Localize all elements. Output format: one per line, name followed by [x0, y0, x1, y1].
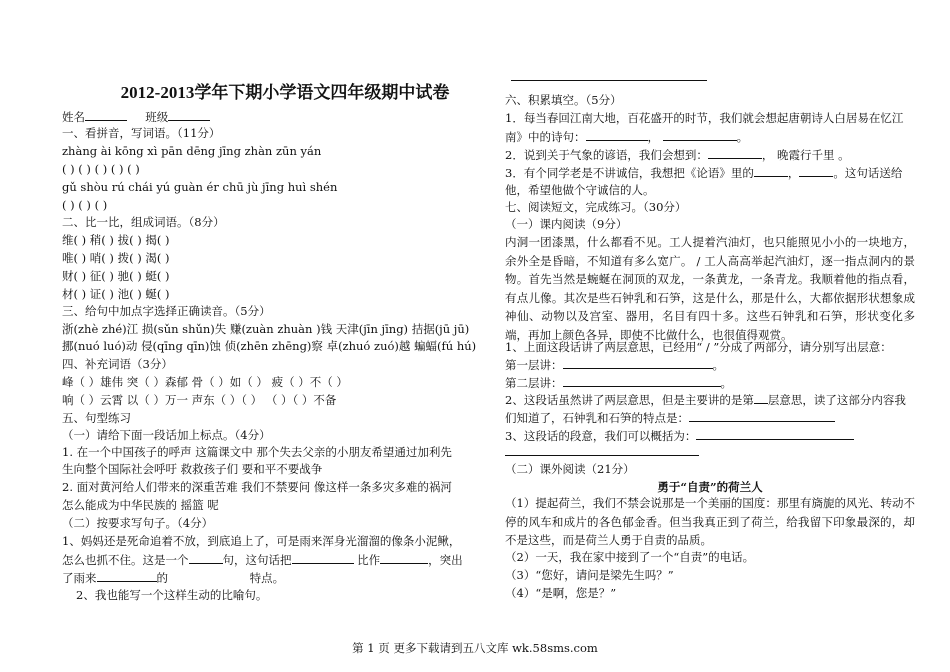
text-segment: 句，这句话把: [222, 553, 292, 567]
text-segment: 2、这段话虽然讲了两层意思，但是主要讲的是第: [505, 393, 754, 407]
student-info-line: [62, 108, 210, 125]
answer-blank[interactable]: [799, 164, 833, 177]
answer-line[interactable]: [505, 455, 699, 456]
name-blank[interactable]: [85, 108, 127, 121]
text-segment: 比作: [357, 553, 381, 567]
idiom-row-2[interactable]: 响（ ）云霄 以（ ）万一 声东（ ）（ ） （ ）（ ）不备: [62, 393, 337, 407]
class-blank[interactable]: [168, 108, 210, 121]
reading-q1: 1、上面这段话讲了两层意思，已经用“ / ”分成了两部分，请分别写出层意：: [505, 340, 892, 354]
text-segment: 2．说到关于气象的谚语，我们会想到：: [505, 148, 708, 162]
compare-row[interactable]: 维( ) 稍( ) 拔( ) 揭( ): [62, 233, 170, 247]
answer-row-2[interactable]: ( ) ( ) ( ): [62, 198, 108, 212]
text-segment: ， 晚霞行千里 。: [761, 148, 850, 162]
answer-blank[interactable]: [754, 391, 768, 404]
text-segment: 。: [712, 358, 724, 372]
text-segment: 层意思，读了这部分内容我: [767, 393, 906, 407]
pinyin-row-2: gǔ shòu rú chái yú guàn ér chū jù jīng huì shén: [62, 180, 338, 194]
punctuation-q2-line-2: 怎么能成为中华民族的 摇篮 呢: [62, 498, 219, 512]
section-5-sub-2: （二）按要求写句子。（4分）: [62, 516, 214, 530]
article-paragraph-3: （3）“您好，请问是梁先生吗？”: [505, 568, 674, 582]
class-label: 班级: [145, 110, 169, 124]
section-5-sub-1: （一）请给下面一段话加上标点。（4分）: [62, 428, 271, 442]
reading-q1-layer-2: [505, 374, 732, 391]
answer-blank[interactable]: [696, 427, 854, 440]
section-7-sub-2: （二）课外阅读（21分）: [505, 462, 635, 476]
answer-blank[interactable]: [586, 128, 648, 141]
text-segment: ，: [647, 130, 659, 144]
sentence-q2: 2、我也能写一个这样生动的比喻句。: [76, 588, 268, 602]
text-segment: 的: [156, 571, 168, 585]
fill-q1-line-2: [505, 128, 748, 145]
section-2-heading: 二、比一比，组成词语。（8分）: [62, 215, 225, 229]
reading-q2-line-2: [505, 409, 835, 426]
text-segment: 第一层讲：: [505, 358, 563, 372]
article-title: 勇于“自责”的荷兰人: [657, 480, 763, 494]
fill-q3-line-2: 他，希望他做个守诚信的人。: [505, 183, 655, 197]
reading-q2-line-1: [505, 391, 906, 408]
sentence-q1-line-2: [62, 551, 463, 568]
text-segment: 特点。: [249, 571, 285, 585]
text-segment: 。: [720, 376, 732, 390]
text-segment: ，: [787, 166, 800, 180]
fill-q1-line-1: 1．每当春回江南大地，百花盛开的时节，我们就会想起唐朝诗人白居易在忆江: [505, 111, 904, 125]
answer-blank[interactable]: [97, 569, 157, 582]
continuation-answer-line[interactable]: [511, 80, 707, 81]
section-7-heading: 七、阅读短文，完成练习。（30分）: [505, 200, 687, 214]
fill-q2: [505, 146, 850, 163]
text-segment: 3、这段话的段意，我们可以概括为：: [505, 429, 697, 443]
answer-row-1[interactable]: ( ) ( ) ( ) ( ) ( ): [62, 162, 140, 176]
compare-row[interactable]: 材( ) 证( ) 池( ) 蜒( ): [62, 287, 170, 301]
section-3-heading: 三、给句中加点字选择正确读音。（5分）: [62, 304, 271, 318]
section-4-heading: 四、补充词语（3分）: [62, 357, 173, 371]
answer-blank[interactable]: [754, 164, 788, 177]
pronunciation-row-1[interactable]: 浙(zhè zhé)江 损(sǔn shǔn)失 赚(zuàn zhuàn )钱 天津(jīn jīng) 拮据(jū jū): [62, 322, 470, 336]
punctuation-q1-line-1: 1. 在一个中国孩子的呼声 这篇课文中 那个失去父亲的小朋友希望通过加利先: [62, 445, 452, 459]
text-segment: 了雨来: [62, 571, 97, 585]
article-paragraph-1: （1）提起荷兰，我们不禁会说那是一个美丽的国度：那里有旖旎的风光、转动不停的风车和成片的各色郁金香。但当我真正到了荷兰，给我留下印象最深的，却不是这些，而是荷兰人勇于自责的品质。: [505, 496, 915, 547]
reading-passage: 内洞一团漆黑，什么都看不见。工人提着汽油灯，也只能照见小小的一块地方，余外全是昏暗，不知道有多么宽广。 / 工人高高举起汽油灯，逐一指点洞内的景物。首先当然是蜿蜒在洞顶的双龙，一条黄龙，一条青龙。我顺着他的指点看，有点儿像。其次是些石钟乳和石笋，这是什么，那是什么，大都依据形状想象成神仙、动物以及宫室、器用，名目有四十多。这些石钟乳和石笋，形状变化多端，再加上颜色各异，即使不比做什么，也很值得观赏。: [505, 235, 915, 342]
fill-q3-line-1: [505, 164, 902, 181]
answer-blank[interactable]: [563, 356, 713, 369]
name-label: 姓名: [62, 110, 85, 124]
sentence-q1-line-3: [62, 569, 284, 586]
idiom-row-1[interactable]: 峰（ ）雄伟 突（ ）森郁 骨（ ）如（ ） 疲（ ）不（ ）: [62, 375, 348, 389]
punctuation-q1-line-2: 生向整个国际社会呼吁 救救孩子们 要和平不要战争: [62, 462, 323, 476]
text-segment: ，突出: [428, 553, 463, 567]
section-1-heading: 一、看拼音，写词语。（11分）: [62, 126, 221, 140]
reading-q1-layer-1: [505, 356, 724, 373]
compare-row[interactable]: 财( ) 征( ) 驰( ) 蜓( ): [62, 269, 170, 283]
article-paragraph-2: （2）一天，我在家中接到了一个“自责”的电话。: [505, 550, 755, 564]
pronunciation-row-2[interactable]: 挪(nuó luó)动 侵(qīng qīn)蚀 侦(zhēn zhēng)察 卓(zhuó zuó)越 蝙蝠(fú hú): [62, 339, 477, 353]
section-6-heading: 六、积累填空。（5分）: [505, 93, 622, 107]
page-footer: 第 1 页 更多下载请到五八文库 wk.58sms.com: [352, 641, 598, 655]
section-5-heading: 五、句型练习: [62, 411, 131, 425]
text-segment: 怎么也抓不住。这是一个: [62, 553, 189, 567]
answer-blank[interactable]: [663, 128, 737, 141]
pinyin-row-1: zhàng ài kōng xì pān dēng jīng zhàn zūn yán: [62, 144, 322, 158]
answer-blank[interactable]: [689, 409, 835, 422]
answer-blank[interactable]: [292, 551, 354, 564]
article-paragraph-4: （4）“是啊，您是？”: [505, 586, 617, 600]
exam-title: 2012-2013学年下期小学语文四年级期中试卷: [120, 83, 450, 102]
answer-blank[interactable]: [563, 374, 721, 387]
text-segment: 第二层讲：: [505, 376, 563, 390]
text-segment: 。这句话送给: [833, 166, 903, 180]
punctuation-q2-line-1: 2. 面对黄河给人们带来的深重苦难 我们不禁要问 像这样一条多灾多难的祸河: [62, 480, 452, 494]
sentence-q1-line-1: 1、妈妈还是死命追着不放，到底追上了，可是雨来浑身光溜溜的像条小泥鳅，: [62, 534, 461, 548]
text-segment: 南》中的诗句：: [505, 130, 586, 144]
section-7-sub-1: （一）课内阅读（9分）: [505, 217, 628, 231]
answer-blank[interactable]: [380, 551, 428, 564]
text-segment: 。: [736, 130, 749, 144]
compare-row[interactable]: 唯( ) 哨( ) 拨( ) 渴( ): [62, 251, 170, 265]
answer-blank[interactable]: [189, 551, 223, 564]
answer-space[interactable]: [172, 569, 250, 582]
answer-blank[interactable]: [708, 146, 762, 159]
text-segment: 3．有个同学老是不讲诚信，我想把《论语》里的: [505, 166, 754, 180]
reading-q3: [505, 427, 854, 444]
text-segment: 们知道了，石钟乳和石笋的特点是：: [505, 411, 689, 425]
